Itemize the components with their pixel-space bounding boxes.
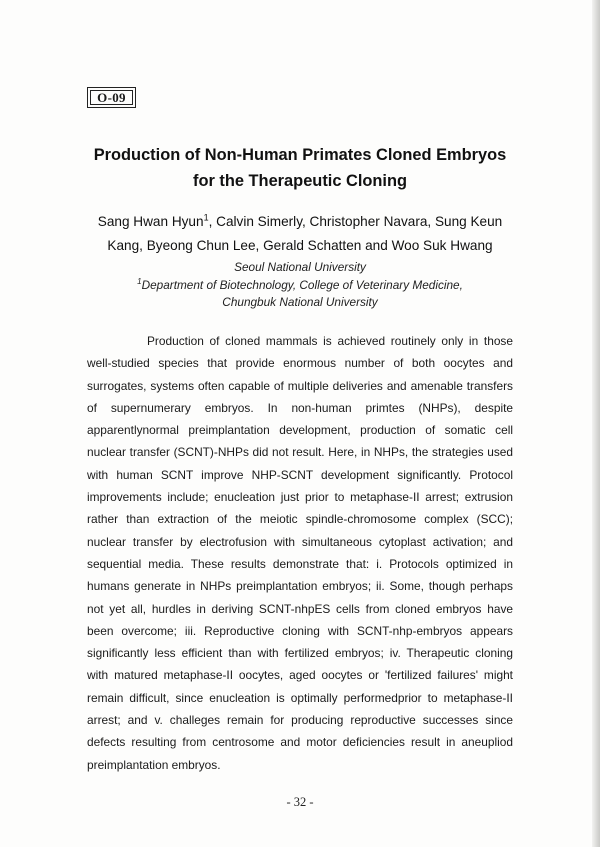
- author-list: [60, 210, 540, 258]
- page-edge-shadow: [592, 0, 600, 847]
- affiliation-mark: 1: [137, 277, 142, 287]
- affiliation-secondary-text: Department of Biotechnology, College of Veterinary Medicine,: [141, 278, 463, 292]
- author-line-1: [60, 210, 540, 234]
- author-line-2: Kang, Byeong Chun Lee, Gerald Schatten and Woo Suk Hwang: [107, 238, 493, 253]
- affiliation-primary: Seoul National University: [234, 260, 366, 274]
- paper-title-line-1: Production of Non-Human Primates Cloned Embryos: [93, 146, 507, 164]
- affiliation-secondary-line-2: Chungbuk National University: [222, 295, 378, 309]
- first-author-affiliation-mark: 1: [203, 212, 209, 223]
- page-number: - 32 -: [286, 795, 314, 809]
- paper-title-line-2: for the Therapeutic Cloning: [193, 172, 407, 190]
- first-author: Sang Hwan Hyun: [97, 214, 204, 229]
- abstract-id-badge: [87, 87, 136, 108]
- abstract-id-label: O-09: [90, 90, 133, 105]
- author-line-1-rest: , Calvin Simerly, Christopher Navara, Sung Keun: [208, 214, 503, 229]
- abstract-body: Production of cloned mammals is achieved routinely only in those well-studied species that provide enormous number of both oocytes and surrogates, systems often capable of multiple deliveries and amenable transfers of supernumerary embryos. In non-human primtes (NHPs), despite apparentlynormal preimplantation development, production of somatic cell nuclear transfer (SCNT)-NHPs did not result. Here, in NHPs, the strategies used with human SCNT improve NHP-SCNT development significantly. Protocol improvements include; enucleation just prior to metaphase-II arrest; extrusion rather than extraction of the meiotic spindle-chromosome complex (SCC); nuclear transfer by electrofusion with simultaneous cytoplast activation; and sequential media. These results demonstrate that: i. Protocols optimized in humans generate in NHPs preimplantation embryos; ii. Some, though perhaps not yet all, hurdles in deriving SCNT-nhpES cells from cloned embryos have been overcome; iii. Reproductive cloning with SCNT-nhp-embryos appears significantly less efficient than with fertilized embryos; iv. Therapeutic cloning with matured metaphase-II oocytes, aged oocytes or 'fertilized failures' might remain difficult, since enucleation is optimally performedprior to metaphase-II arrest; and v. challeges remain for producing reproductive successes since defects resulting from centrosome and motor deficiencies result in aneupliod preimplantation embryos.: [87, 334, 513, 772]
- paper-title: [60, 142, 540, 194]
